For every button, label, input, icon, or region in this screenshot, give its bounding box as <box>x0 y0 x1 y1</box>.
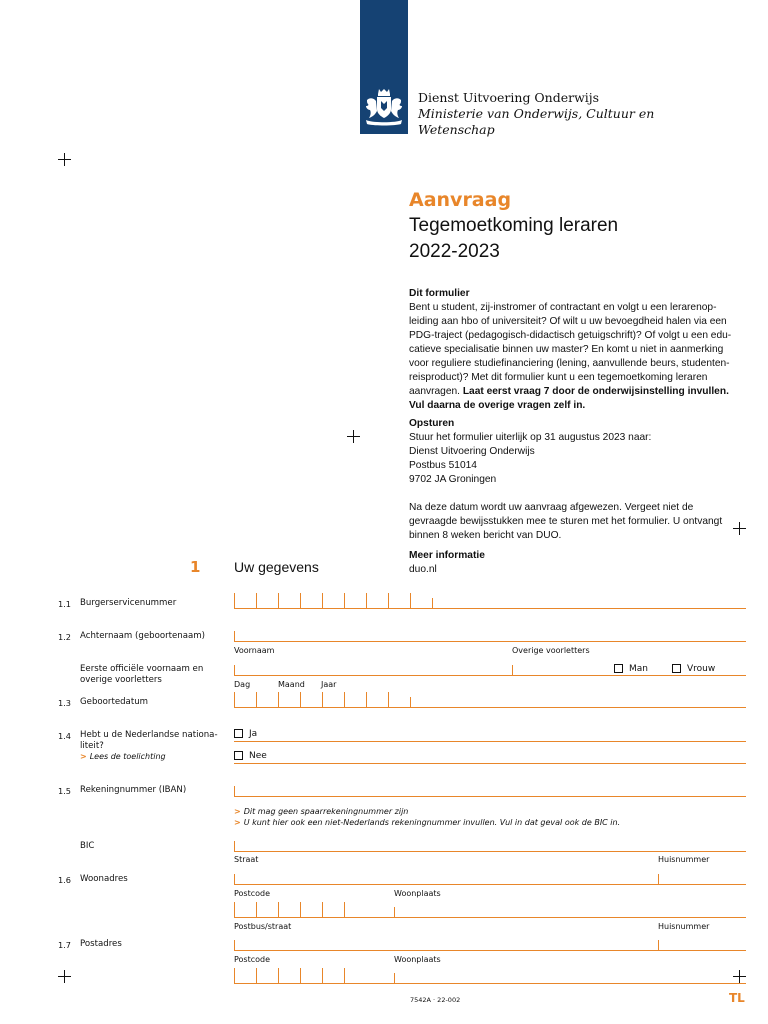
form-tag: TL <box>729 991 745 1005</box>
street-caption: Straat <box>234 855 259 864</box>
intro-bold-1: Laat eerst vraag 7 door de onderwijsinstelling invullen. <box>462 386 729 397</box>
field-tick <box>234 841 235 851</box>
nationality-nee-line <box>234 763 746 764</box>
question-number: 1.3 <box>58 698 72 708</box>
digit-box[interactable] <box>300 902 312 918</box>
digit-box[interactable] <box>300 692 312 708</box>
digit-box[interactable] <box>278 902 290 918</box>
crop-mark-bottom-right <box>733 970 746 983</box>
nationality-hint[interactable] <box>80 752 166 761</box>
send-line-4: 9702 JA Groningen <box>409 474 497 485</box>
question-label-iban: Rekeningnummer (IBAN) <box>80 785 187 795</box>
field-tick <box>658 940 659 950</box>
intro-line: aanvragen. <box>409 386 460 397</box>
intro-line-with-bold <box>409 385 749 399</box>
year-caption: Jaar <box>321 680 337 689</box>
digit-box[interactable] <box>234 902 246 918</box>
iban-field-line[interactable] <box>234 796 746 797</box>
question-label-bsn: Burgerservicenummer <box>80 598 177 608</box>
intro-line: Bent u student, zij-instromer of contractant en volgt u een lerarenop- <box>409 302 717 313</box>
option-label: Nee <box>249 751 267 761</box>
digit-box[interactable] <box>322 593 334 609</box>
day-caption: Dag <box>234 680 251 689</box>
form-kicker: Aanvraag <box>409 189 512 211</box>
digit-box[interactable] <box>256 968 268 984</box>
field-tick <box>512 665 513 675</box>
field-tick <box>234 786 235 796</box>
intro-block <box>409 287 749 413</box>
digit-box[interactable] <box>278 968 290 984</box>
firstname-field-line[interactable] <box>234 675 746 676</box>
digit-box[interactable] <box>234 593 246 609</box>
checkbox[interactable] <box>234 729 243 738</box>
label-line: overige voorletters <box>80 675 162 685</box>
intro-line: voor reguliere studiefinanciering (lening, aanvullende beurs, studenten- <box>409 358 730 369</box>
chevron-right-icon: > <box>234 807 241 816</box>
iban-hint-1 <box>234 807 408 816</box>
chevron-right-icon: > <box>80 752 87 761</box>
label-line: liteit? <box>80 741 104 751</box>
digit-box[interactable] <box>256 902 268 918</box>
send-line-2: Dienst Uitvoering Onderwijs <box>409 446 535 457</box>
initials-caption: Overige voorletters <box>512 646 590 655</box>
field-tick <box>234 631 235 641</box>
form-title-line-1: Tegemoetkoming leraren <box>409 215 619 236</box>
form-title-line-2: 2022-2023 <box>409 241 500 262</box>
ministry-line-1: Ministerie van Onderwijs, Cultuur en <box>418 106 655 121</box>
question-label-postal-address: Postadres <box>80 939 122 949</box>
send-heading: Opsturen <box>409 418 455 429</box>
digit-box[interactable] <box>344 968 356 984</box>
send-note-1: Na deze datum wordt uw aanvraag afgewezen. Vergeet niet de <box>409 502 694 513</box>
intro-line: catieve specialisatie binnen uw master? En komt u niet in aanmerking <box>409 344 724 355</box>
crop-mark-bottom-left <box>58 970 71 983</box>
digit-box[interactable] <box>256 692 268 708</box>
gender-vrouw-option[interactable] <box>672 664 715 674</box>
digit-box[interactable] <box>344 692 356 708</box>
city-caption: Woonplaats <box>394 889 441 898</box>
form-code: 7542A · 22-002 <box>410 996 461 1004</box>
send-line-3: Postbus 51014 <box>409 460 477 471</box>
city-field-tick <box>394 973 395 983</box>
question-number: 1.4 <box>58 731 72 741</box>
crop-mark-top-left <box>58 153 71 166</box>
more-info-block <box>409 549 749 577</box>
question-number: 1.5 <box>58 786 72 796</box>
digit-box[interactable] <box>300 593 312 609</box>
city-field-tick <box>394 907 395 917</box>
field-tick <box>658 874 659 884</box>
nationality-ja-line <box>234 741 746 742</box>
digit-box[interactable] <box>234 692 246 708</box>
postcode-caption: Postcode <box>234 955 271 964</box>
street-field-line[interactable] <box>234 884 746 885</box>
label-line: Hebt u de Nederlandse nationa- <box>80 730 218 740</box>
postal-postcode-city-field-line[interactable] <box>234 983 746 984</box>
intro-heading: Dit formulier <box>409 288 470 299</box>
intro-line: reisproduct)? Met dit formulier kunt u een tegemoetkoming leraren <box>409 372 708 383</box>
checkbox[interactable] <box>234 751 243 760</box>
digit-box[interactable] <box>388 692 400 708</box>
digit-box[interactable] <box>322 692 334 708</box>
hint-text: U kunt hier ook een niet-Nederlands rekeningnummer invullen. Vul in dat geval ook de BIC in. <box>243 818 621 827</box>
question-label-firstname <box>80 664 220 686</box>
dutch-royal-coat-of-arms-icon <box>363 86 405 128</box>
hint-text: Dit mag geen spaarrekeningnummer zijn <box>243 807 409 816</box>
form-title <box>409 213 618 265</box>
nationality-ja-option[interactable] <box>234 729 257 739</box>
digit-box[interactable] <box>300 968 312 984</box>
question-number: 1.2 <box>58 632 72 642</box>
more-info-link[interactable]: duo.nl <box>409 564 437 575</box>
digit-box[interactable] <box>388 593 400 609</box>
field-tick <box>234 940 235 950</box>
ministry-line-2: Wetenschap <box>418 122 495 137</box>
digit-box-end <box>410 697 411 707</box>
bic-field-line[interactable] <box>234 851 746 852</box>
postal-street-field-line[interactable] <box>234 950 746 951</box>
label-line: Eerste officiële voornaam en <box>80 664 204 674</box>
more-info-heading: Meer informatie <box>409 550 485 561</box>
digit-box[interactable] <box>344 593 356 609</box>
digit-box[interactable] <box>366 692 378 708</box>
digit-box[interactable] <box>256 593 268 609</box>
firstname-caption: Voornaam <box>234 646 275 655</box>
send-note-3: binnen 8 weken bericht van DUO. <box>409 530 562 541</box>
option-label: Man <box>629 664 648 674</box>
hint-text: Lees de toelichting <box>89 752 166 761</box>
question-label-home-address: Woonadres <box>80 874 128 884</box>
nationality-nee-option[interactable] <box>234 751 267 761</box>
crop-mark-middle <box>347 430 360 443</box>
checkbox[interactable] <box>672 664 681 673</box>
digit-box[interactable] <box>410 593 422 609</box>
digit-box[interactable] <box>344 902 356 918</box>
section-number: 1 <box>190 558 201 576</box>
housenumber-caption: Huisnummer <box>658 855 710 864</box>
checkbox[interactable] <box>614 664 623 673</box>
surname-field-line[interactable] <box>234 641 746 642</box>
send-block <box>409 417 749 543</box>
option-label: Ja <box>249 729 258 739</box>
housenumber-caption: Huisnummer <box>658 922 710 931</box>
question-label-bic: BIC <box>80 841 95 851</box>
org-name: Dienst Uitvoering Onderwijs <box>418 90 600 105</box>
question-number: 1.6 <box>58 875 72 885</box>
field-tick <box>234 665 235 675</box>
send-note-2: gevraagde bewijsstukken mee te sturen met het formulier. U ontvangt <box>409 516 723 527</box>
postcode-city-field-line[interactable] <box>234 917 746 918</box>
section-title: Uw gegevens <box>234 559 319 575</box>
organization-block <box>418 90 654 138</box>
digit-box[interactable] <box>234 968 246 984</box>
option-label: Vrouw <box>687 664 716 674</box>
question-number: 1.1 <box>58 599 72 609</box>
chevron-right-icon: > <box>234 818 241 827</box>
intro-line: leiding aan hbo of universiteit? Of wilt u uw bevoegdheid halen via een <box>409 316 727 327</box>
digit-box[interactable] <box>278 593 290 609</box>
digit-box[interactable] <box>322 968 334 984</box>
question-label-nationality <box>80 730 220 752</box>
question-number: 1.7 <box>58 940 72 950</box>
intro-bold-2: Vul daarna de overige vragen zelf in. <box>409 400 586 411</box>
iban-hint-2 <box>234 818 620 827</box>
month-caption: Maand <box>278 680 305 689</box>
city-caption: Woonplaats <box>394 955 441 964</box>
field-tick <box>234 874 235 884</box>
digit-box[interactable] <box>278 692 290 708</box>
digit-box[interactable] <box>322 902 334 918</box>
question-label-surname: Achternaam (geboortenaam) <box>80 631 205 641</box>
send-line-1: Stuur het formulier uiterlijk op 31 augustus 2023 naar: <box>409 432 652 443</box>
intro-line: PDG-traject (pedagogisch-didactisch getuigschrift)? Of volgt u een edu- <box>409 330 732 341</box>
question-label-birthdate: Geboortedatum <box>80 697 149 707</box>
postcode-caption: Postcode <box>234 889 271 898</box>
postbox-caption: Postbus/straat <box>234 922 292 931</box>
digit-box-end <box>432 598 433 608</box>
gender-man-option[interactable] <box>614 664 648 674</box>
digit-box[interactable] <box>366 593 378 609</box>
